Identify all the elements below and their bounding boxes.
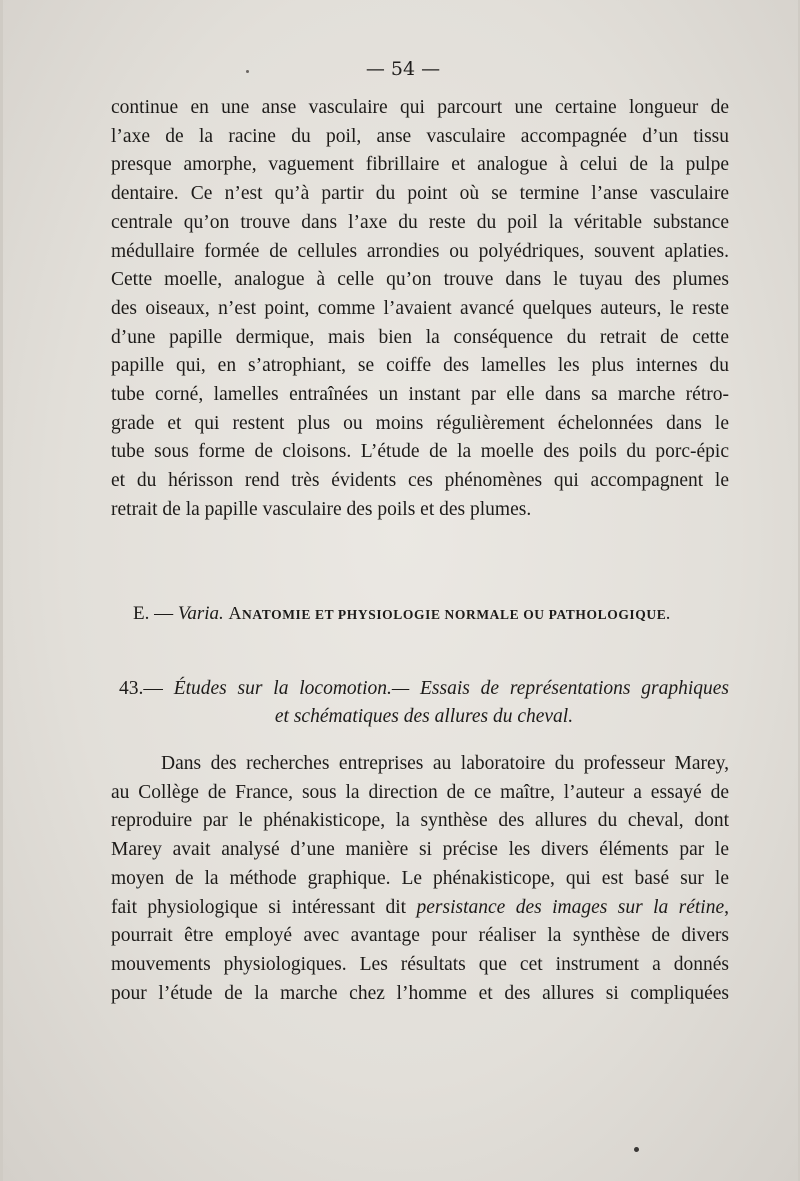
text-line: mouvements physiologiques. Les résultats que cet instrument a donnés [111, 953, 729, 975]
text-line: Marey avait analysé d’une manière si précise les divers éléments par le [111, 839, 729, 861]
text-line: et du hérisson rend très évidents ces phénomènes qui accompagnent le [111, 470, 729, 492]
text-line: moyen de la méthode graphique. Le phénakisticope, qui est basé sur le [111, 867, 729, 889]
text-line: presque amorphe, vaguement fibrillaire et analogue à celui de la pulpe [111, 154, 729, 176]
text-line: dentaire. Ce n’est qu’à partir du point où se termine l’anse vasculaire [111, 183, 729, 205]
article-title-line2 [119, 703, 729, 731]
text-line: des oiseaux, n’est point, comme l’avaient avancé quelques auteurs, le reste [111, 297, 729, 319]
article-title-line1 [119, 675, 729, 703]
text-line: grade et qui restent plus ou moins régulièrement échelonnées dans le [111, 412, 729, 434]
article-title [119, 675, 729, 731]
print-dot [634, 1147, 639, 1152]
text-line: reproduire par le phénakisticope, la synthèse des allures du cheval, dont [111, 810, 729, 832]
text-segment: , [724, 896, 730, 918]
section-title-initial: A [228, 603, 243, 623]
text-line: centrale qu’on trouve dans l’axe du reste du poil la véritable substance [111, 211, 729, 233]
text-line: l’axe de la racine du poil, anse vasculaire accompagnée d’un tissu [111, 125, 729, 147]
text-line: pourrait être employé avec avantage pour réaliser la synthèse de divers [111, 925, 729, 947]
text-line-with-italic [111, 894, 729, 923]
page-number: — 54 — [365, 58, 441, 80]
text-line: Dans des recherches entreprises au laboratoire du professeur Marey, [161, 753, 729, 774]
text-line: d’une papille dermique, mais bien la conséquence du retrait de cette [111, 326, 729, 348]
text-line: tube sous forme de cloisons. L’étude de la moelle des poils du porc-épic [111, 441, 729, 463]
section-title-rest: NATOMIE ET PHYSIOLOGIE NORMALE OU PATHOLOGIQUE. [242, 607, 671, 622]
text-line: pour l’étude de la marche chez l’homme et des allures si compliquées [111, 982, 729, 1004]
text-line: au Collège de France, sous la direction de ce maître, l’auteur a essayé de [111, 781, 729, 803]
text-line: tube corné, lamelles entraînées un instant par elle dans sa marche rétro- [111, 384, 729, 406]
section-letter: E. — [133, 603, 174, 624]
text-segment: fait physiologique si intéressant dit [111, 896, 417, 918]
paragraph-locomotion [111, 750, 729, 1008]
italic-phrase: persistance des images sur la rétine [416, 896, 725, 918]
article-number: 43.— [119, 678, 163, 699]
article-title-text: Études sur la locomotion.— Essais de représentations graphiques [173, 678, 730, 699]
section-heading [133, 603, 733, 625]
text-line: continue en une anse vasculaire qui parcourt une certaine longueur de [111, 97, 729, 118]
article-title-text-2: et schématiques des allures du cheval. [274, 706, 574, 727]
text-line: Cette moelle, analogue à celle qu’on trouve dans le tuyau des plumes [111, 269, 729, 291]
text-line: médullaire formée de cellules arrondies ou polyédriques, souvent aplaties. [111, 240, 729, 262]
section-varia: Varia. [177, 603, 224, 624]
text-line: papille qui, en s’atrophiant, se coiffe des lamelles les plus internes du [111, 355, 729, 377]
paragraph-hair-medulla [111, 94, 729, 525]
text-line: retrait de la papille vasculaire des poils et des plumes. [111, 498, 532, 520]
